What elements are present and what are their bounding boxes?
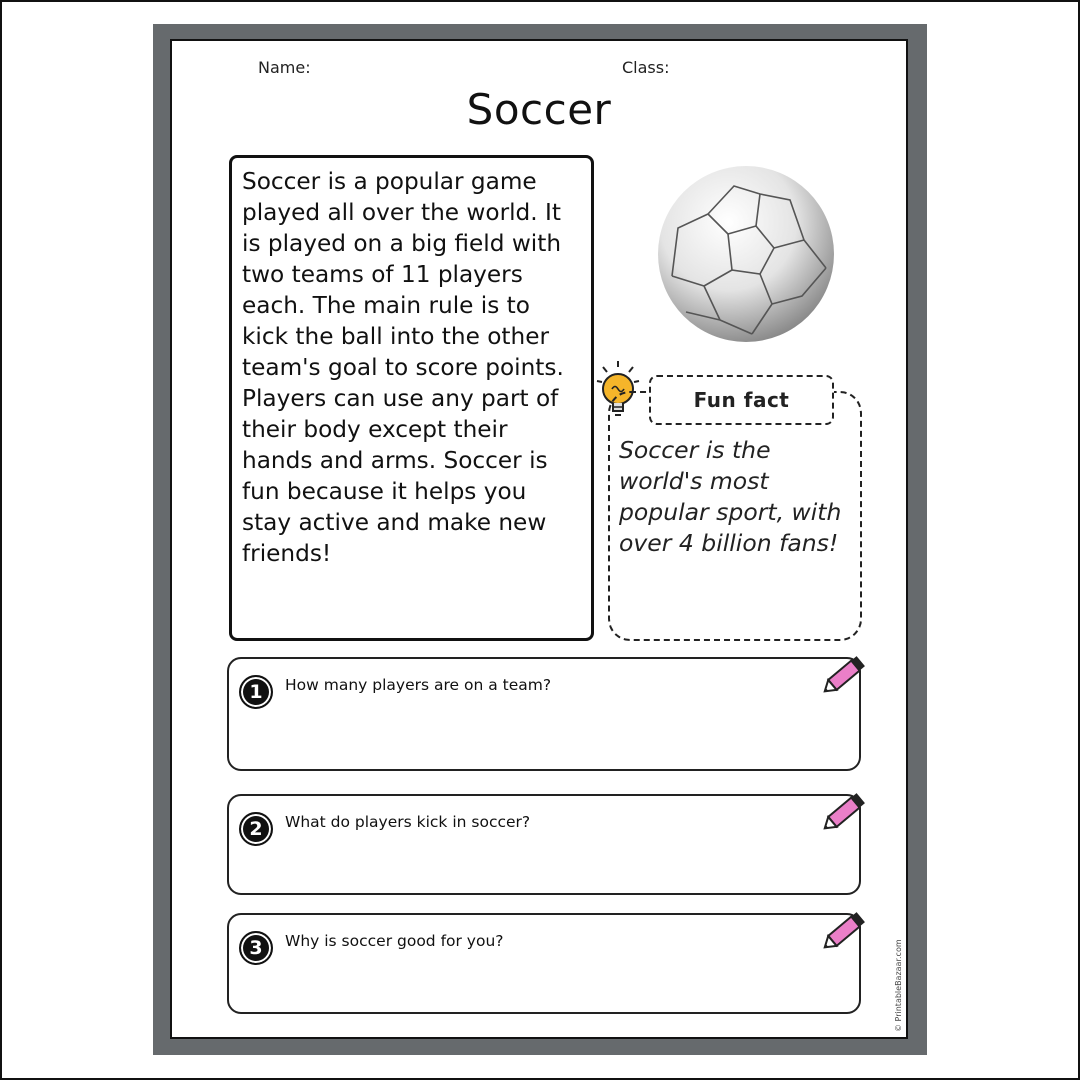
copyright-credit: © PrintableBazaar.com	[894, 939, 903, 1032]
question-number-badge: 3	[239, 931, 273, 965]
question-text: Why is soccer good for you?	[285, 932, 504, 950]
reading-passage: Soccer is a popular game played all over the world. It is played on a big field with two teams of 11 players each. The main rule is to kick the ball into the other team's goal to score points. Players can use any part of their body except their hands and arms. Soccer is fun because it helps you stay active and make new friends!	[242, 168, 564, 567]
soccer-ball-icon	[656, 164, 836, 344]
question-box-1[interactable]	[227, 657, 861, 771]
fun-fact-heading: Fun fact	[649, 375, 834, 425]
reading-passage-box	[229, 155, 594, 641]
question-number-badge: 2	[239, 812, 273, 846]
question-number-badge: 1	[239, 675, 273, 709]
pencil-icon	[819, 905, 871, 957]
pencil-icon	[819, 786, 871, 838]
question-text: How many players are on a team?	[285, 676, 552, 694]
question-text: What do players kick in soccer?	[285, 813, 531, 831]
name-label: Name:	[258, 58, 311, 77]
class-label: Class:	[622, 58, 670, 77]
page-title: Soccer	[466, 85, 612, 134]
worksheet-page	[170, 39, 908, 1039]
fun-fact-text: Soccer is the world's most popular sport, with over 4 billion fans!	[619, 436, 842, 557]
question-box-2[interactable]	[227, 794, 861, 895]
pencil-icon	[819, 649, 871, 701]
question-box-3[interactable]	[227, 913, 861, 1014]
